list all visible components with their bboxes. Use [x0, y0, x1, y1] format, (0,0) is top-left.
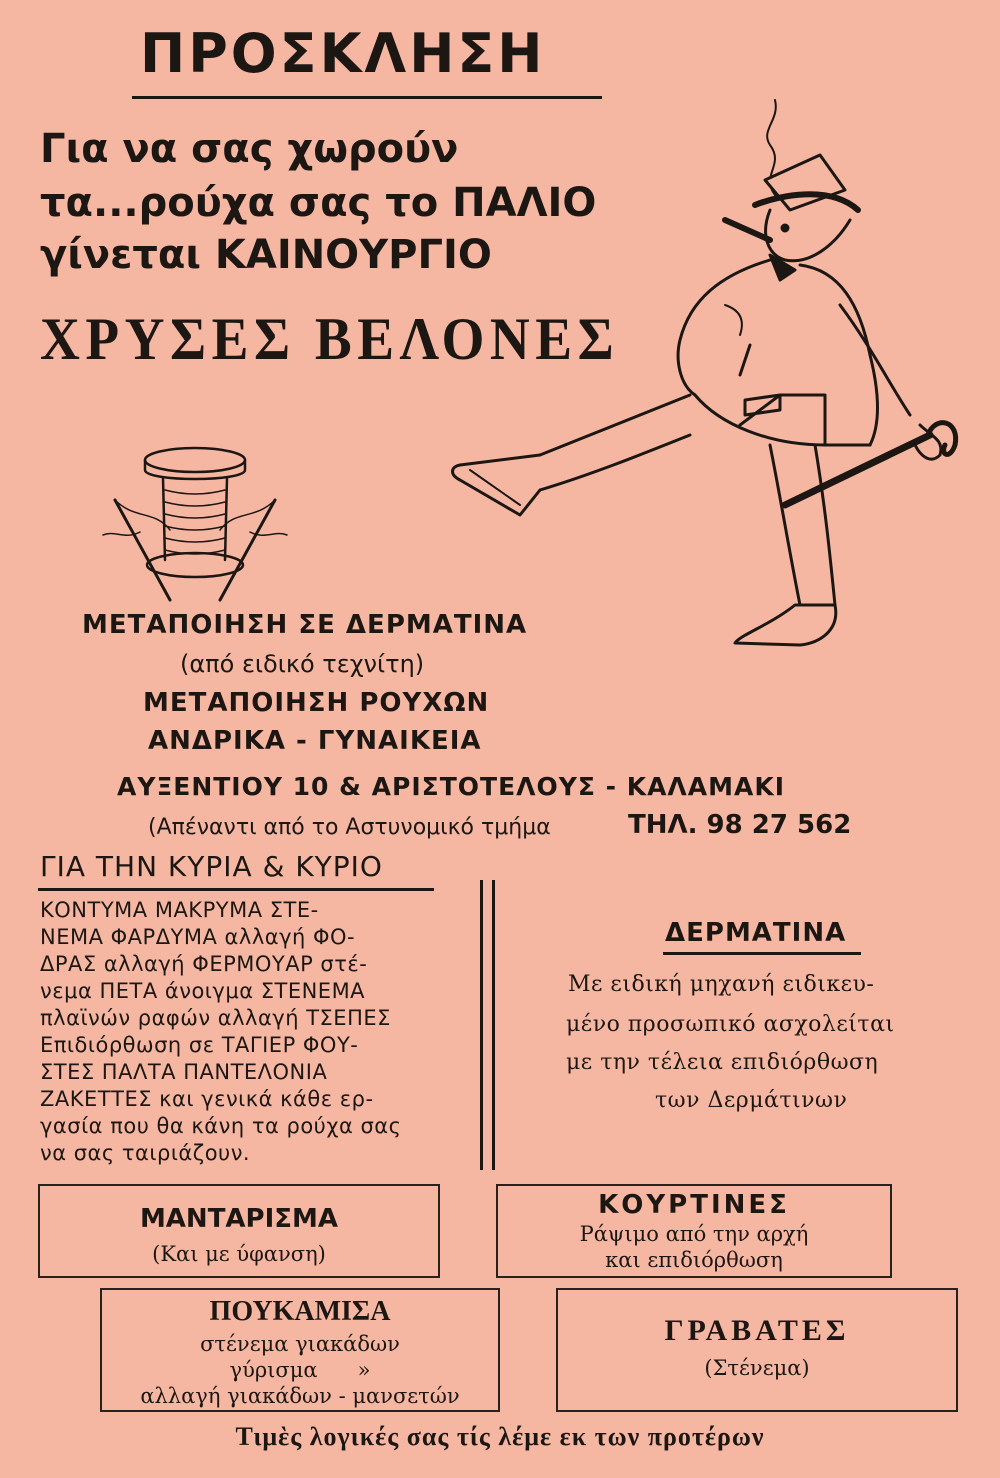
kyria-line: πλαϊνών ραφών αλλαγή ΤΣΕΠΕΣ — [40, 1006, 391, 1030]
kyria-line: ΝΕΜΑ ΦΑΡΔΥΜΑ αλλαγή ΦΟ- — [40, 925, 356, 949]
brand-name: ΧΡΥΣΕΣ ΒΕΛΟΝΕΣ — [40, 306, 620, 372]
kyria-line: Επιδιόρθωση σε ΤΑΓΙΕΡ ΦΟΥ- — [40, 1033, 359, 1057]
service-clothes-note: ΑΝΔΡΙΚΑ - ΓΥΝΑΙΚΕΙΑ — [148, 726, 482, 756]
section-heading-kyria: ΓΙΑ ΤΗΝ ΚΥΡΙΑ & ΚΥΡΙΟ — [40, 850, 383, 883]
leather-line: μένο προσωπικό ασχολείται — [566, 1012, 895, 1037]
box-kourtines-title: ΚΟΥΡΤΙΝΕΣ — [598, 1190, 790, 1220]
kyria-line: ΖΑΚΕΤΤΕΣ και γενικά κάθε ερ- — [40, 1087, 374, 1111]
box-poukamisa — [100, 1288, 500, 1412]
service-clothes: ΜΕΤΑΠΟΙΗΣΗ ΡΟΥΧΩΝ — [143, 688, 490, 718]
thread-spool-needles-icon — [95, 440, 295, 610]
box-mantarisma-sub: (Και με ύφανση) — [152, 1242, 326, 1266]
phone-number: ΤΗΛ. 98 27 562 — [628, 810, 852, 840]
kyria-line: ΣΤΕΣ ΠΑΛΤΑ ΠΑΝΤΕΛΟΝΙΑ — [40, 1060, 328, 1084]
section-underline — [38, 888, 434, 891]
box-mantarisma — [38, 1184, 440, 1278]
column-divider-2 — [492, 880, 495, 1170]
box-poukamisa-sub3: αλλαγή γιακάδων - μανσετών — [140, 1384, 460, 1408]
box-gravates — [556, 1288, 958, 1412]
address: ΑΥΞΕΝΤΙΟΥ 10 & ΑΡΙΣΤΟΤΕΛΟΥΣ - ΚΑΛΑΜΑΚΙ — [117, 772, 786, 801]
column-divider-1 — [480, 880, 483, 1170]
box-gravates-sub: (Στένεμα) — [704, 1356, 810, 1380]
leather-underline — [663, 952, 861, 955]
leather-line: των Δερμάτινων — [655, 1088, 848, 1113]
service-leather: ΜΕΤΑΠΟΙΗΣΗ ΣΕ ΔΕΡΜΑΤΙΝΑ — [82, 610, 528, 640]
walking-gentleman-illustration — [440, 95, 960, 665]
box-poukamisa-sub2: γύρισμα » — [229, 1358, 371, 1382]
kyria-line: νεμα ΠΕΤΑ άνοιγμα ΣΤΕΝΕΜΑ — [40, 979, 366, 1003]
landmark: (Απέναντι από το Αστυνομικό τμήμα — [148, 815, 551, 840]
headline-line-2: τα...ρούχα σας το ΠΑΛΙΟ — [40, 180, 597, 226]
section-heading-leather: ΔΕΡΜΑΤΙΝΑ — [665, 918, 847, 948]
box-kourtines — [496, 1184, 892, 1278]
kyria-line: γασία που θα κάνη τα ρούχα σας — [40, 1114, 402, 1138]
kyria-line: ΔΡΑΣ αλλαγή ΦΕΡΜΟΥΑΡ στέ- — [40, 952, 368, 976]
page-title: ΠΡΟΣΚΛΗΣΗ — [140, 22, 546, 85]
box-kourtines-sub1: Ράψιμο από την αρχή — [579, 1222, 809, 1246]
headline-line-1: Για να σας χωρούν — [40, 126, 459, 172]
box-mantarisma-title: ΜΑΝΤΑΡΙΣΜΑ — [139, 1204, 339, 1234]
box-poukamisa-sub1: στένεμα γιακάδων — [200, 1332, 400, 1356]
leather-line: Με ειδική μηχανή ειδικευ- — [568, 972, 875, 997]
kyria-line: να σας ταιριάζουν. — [40, 1141, 251, 1165]
kyria-line: ΚΟΝΤΥΜΑ ΜΑΚΡΥΜΑ ΣΤΕ- — [40, 898, 319, 922]
leather-line: με την τέλεια επιδιόρθωση — [566, 1050, 879, 1075]
box-kourtines-sub2: και επιδιόρθωση — [605, 1248, 783, 1272]
box-gravates-title: ΓΡΑΒΑΤΕΣ — [664, 1314, 850, 1347]
service-leather-note: (από ειδικό τεχνίτη) — [180, 650, 425, 678]
footer-note: Τιμὲς λογικές σας τίς λέμε εκ των προτέρων — [235, 1422, 765, 1451]
headline-line-3: γίνεται ΚΑΙΝΟΥΡΓΙΟ — [40, 232, 492, 278]
box-poukamisa-title: ΠΟΥΚΑΜΙΣΑ — [209, 1296, 391, 1327]
